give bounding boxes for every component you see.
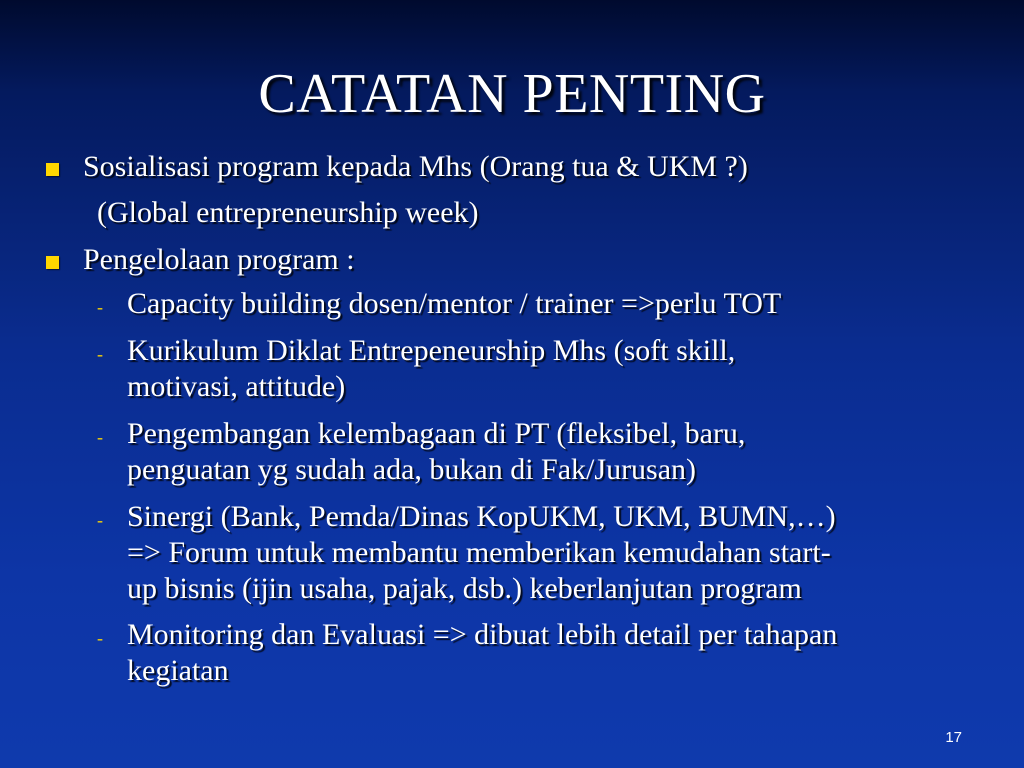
sub-item-3-line-2: penguatan yg sudah ada, bukan di Fak/Jurusan): [127, 453, 697, 486]
bullet-1-line-2: (Global entrepreneurship week): [97, 196, 479, 229]
bullet-square-icon: [46, 163, 59, 176]
bullet-2-line-1: Pengelolaan program :: [83, 243, 355, 276]
sub-bullet-dash-icon: -: [97, 510, 103, 530]
bullet-1-line-1: Sosialisasi program kepada Mhs (Orang tua & UKM ?): [83, 150, 748, 183]
bullet-square-icon: [46, 256, 59, 269]
sub-bullet-dash-icon: -: [97, 628, 103, 648]
sub-item-4-line-1: Sinergi (Bank, Pemda/Dinas KopUKM, UKM, BUMN,…): [127, 500, 836, 533]
sub-item-4-line-2: => Forum untuk membantu memberikan kemudahan start-: [127, 536, 831, 569]
sub-item-2-line-1: Kurikulum Diklat Entrepeneurship Mhs (soft skill,: [127, 334, 736, 367]
sub-bullet-dash-icon: -: [97, 427, 103, 447]
sub-bullet-dash-icon: -: [97, 344, 103, 364]
sub-item-2-line-2: motivasi, attitude): [127, 370, 346, 403]
sub-item-5-line-2: kegiatan: [127, 654, 229, 687]
sub-item-5-line-1: Monitoring dan Evaluasi => dibuat lebih detail per tahapan: [127, 618, 838, 651]
sub-bullet-dash-icon: -: [97, 297, 103, 317]
sub-item-3-line-1: Pengembangan kelembagaan di PT (fleksibel, baru,: [127, 417, 746, 450]
sub-item-1-line-1: Capacity building dosen/mentor / trainer =>perlu TOT: [127, 287, 782, 320]
page-number: 17: [945, 729, 962, 746]
slide-title: CATATAN PENTING: [258, 63, 766, 125]
sub-item-4-line-3: up bisnis (ijin usaha, pajak, dsb.) keberlanjutan program: [127, 572, 802, 605]
